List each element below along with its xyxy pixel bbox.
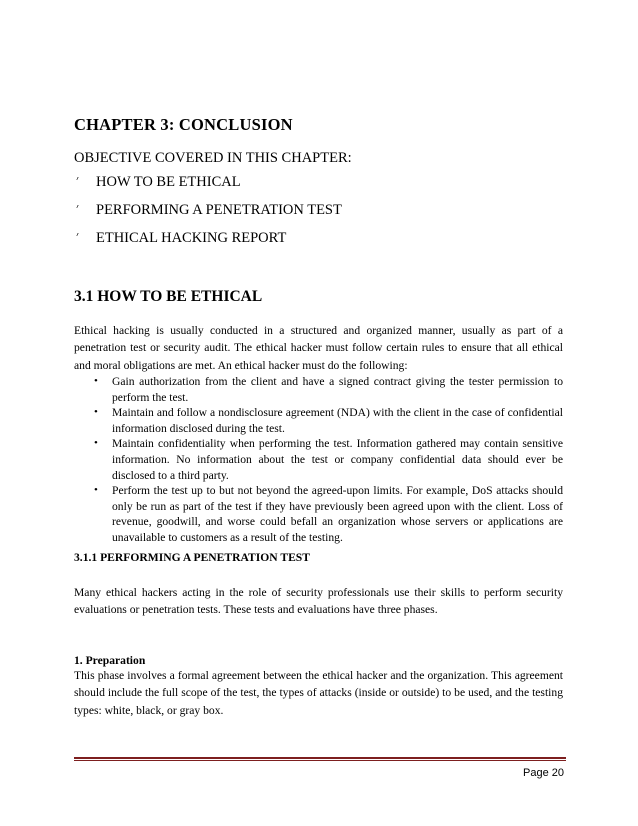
- rule-text: Perform the test up to but not beyond the agreed-upon limits. For example, DoS attacks should only be run as part of the test if they have previously been agreed upon with the client. Loss of revenue, goodwill, and worse could befall an organization whose servers or applications are unavailable to customers as a result of the testing.: [112, 484, 563, 544]
- objective-bullet-icon: ׳: [76, 228, 80, 243]
- rule-item: [94, 405, 563, 436]
- bullet-icon: •: [94, 375, 98, 387]
- rule-text: Maintain and follow a nondisclosure agreement (NDA) with the client in the case of confidential information disclosed during the test.: [112, 406, 563, 435]
- objective-item: [74, 202, 342, 230]
- section-heading-3-1: 3.1 HOW TO BE ETHICAL: [74, 288, 263, 305]
- bullet-icon: •: [94, 484, 98, 497]
- rules-list: [94, 374, 563, 546]
- objective-label: PERFORMING A PENETRATION TEST: [96, 202, 342, 218]
- objective-item: [74, 230, 342, 258]
- chapter-title: CHAPTER 3: CONCLUSION: [74, 115, 293, 134]
- objective-item: [74, 174, 342, 202]
- objective-list: [74, 174, 342, 258]
- rule-item: [94, 436, 563, 483]
- objective-label: HOW TO BE ETHICAL: [96, 174, 241, 190]
- rule-text: Gain authorization from the client and have a signed contract giving the tester permission to perform the test.: [112, 375, 563, 404]
- preparation-text: This phase involves a formal agreement between the ethical hacker and the organization. This agreement should include the full scope of the test, the types of attacks (inside or outside) to be used, and the testing types: white, black, or gray box.: [74, 669, 563, 717]
- footer-rule-thin: [74, 760, 566, 761]
- rule-text: Maintain confidentiality when performing the test. Information gathered may contain sensitive information. No information about the test or company confidential data should ever be disclosed to a third party.: [112, 437, 563, 482]
- page-number: Page 20: [523, 767, 564, 779]
- rule-item: [94, 374, 563, 405]
- bullet-icon: •: [94, 406, 98, 419]
- objective-bullet-icon: ׳: [76, 200, 80, 215]
- footer-rule: [74, 757, 566, 759]
- section-3-1-intro: Ethical hacking is usually conducted in a structured and organized manner, usually as part of a penetration test or security audit. The ethical hacker must follow certain rules to ensure that all ethical and moral obligations are met. An ethical hacker must do the following:: [74, 324, 563, 372]
- rule-item: [94, 483, 563, 545]
- objective-label: ETHICAL HACKING REPORT: [96, 230, 287, 246]
- objective-heading: OBJECTIVE COVERED IN THIS CHAPTER:: [74, 150, 352, 166]
- preparation-heading: 1. Preparation: [74, 654, 146, 667]
- objective-bullet-icon: ׳: [76, 172, 80, 187]
- bullet-icon: •: [94, 437, 98, 450]
- section-3-1-1-text: Many ethical hackers acting in the role of security professionals use their skills to perform security evaluations or penetration tests. These tests and evaluations have three phases.: [74, 586, 563, 617]
- section-heading-3-1-1: 3.1.1 PERFORMING A PENETRATION TEST: [74, 551, 310, 564]
